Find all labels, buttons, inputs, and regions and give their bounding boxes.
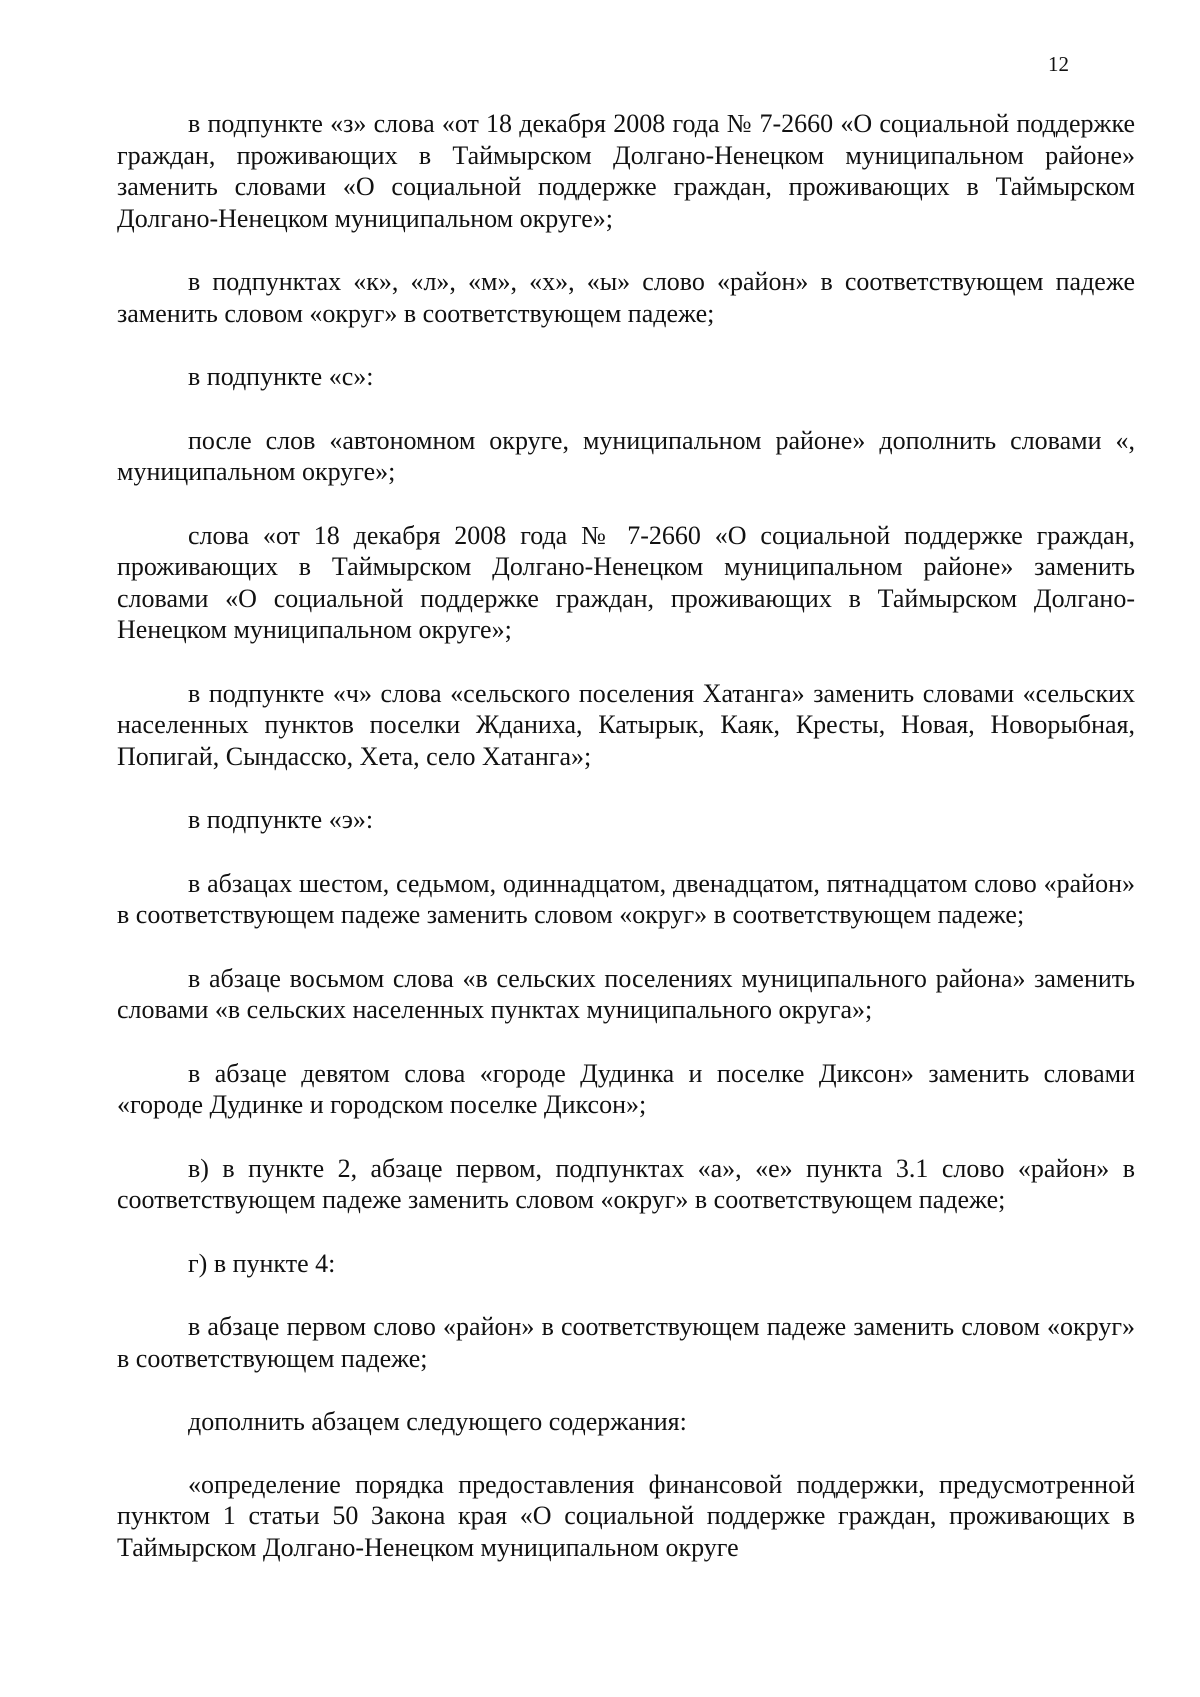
paragraph-subpoint-ch: в подпункте «ч» слова «сельского поселения Хатанга» заменить словами «сельских населенных пунктов поселки Жданиха, Катырык, Каяк, Кресты, Новая, Новорыбная, Попигай, Сындасско, Хета, село Хатанга»; — [117, 678, 1135, 771]
document-body — [117, 108, 1135, 1563]
paragraph-subpoint-z: в подпункте «з» слова «от 18 декабря 2008 года № 7-2660 «О социальной поддержке граждан, проживающих в Таймырском Долгано-Ненецком муниципальном районе» заменить словами «О социальной поддержке граждан, проживающих в Таймырском Долгано-Ненецком муниципальном округе»; — [117, 109, 1135, 233]
paragraph-item-g-supplement: дополнить абзацем следующего содержания: — [188, 1407, 687, 1436]
paragraph-subpoint-s-heading: в подпункте «с»: — [188, 362, 374, 391]
paragraph-subpoint-s-words: слова «от 18 декабря 2008 года № 7-2660 «О социальной поддержке граждан, проживающих в Таймырском Долгано-Ненецком муниципальном районе» заменить словами «О социальной поддержке граждан, проживающих в Таймырском Долгано-Ненецком муниципальном округе»; — [117, 520, 1135, 644]
paragraph-subpoint-e-abzats-8: в абзаце восьмом слова «в сельских поселениях муниципального района» заменить словами «в сельских населенных пунктах муниципального округа»; — [117, 963, 1135, 1024]
paragraph-subpoint-e-abzats-6-7-11-12-15: в абзацах шестом, седьмом, одиннадцатом, двенадцатом, пятнадцатом слово «район» в соответствующем падеже заменить словом «округ» в соответствующем падеже; — [117, 868, 1135, 929]
paragraph-subpoint-e-heading: в подпункте «э»: — [188, 805, 374, 834]
paragraph-subpoint-e-abzats-9: в абзаце девятом слова «городе Дудинка и поселке Диксон» заменить словами «городе Дудинке и городском поселке Диксон»; — [117, 1058, 1135, 1119]
paragraph-item-v: в) в пункте 2, абзаце первом, подпунктах «а», «е» пункта 3.1 слово «район» в соответствующем падеже заменить словом «округ» в соответствующем падеже; — [117, 1153, 1135, 1214]
paragraph-item-g-abzats-1: в абзаце первом слово «район» в соответствующем падеже заменить словом «округ» в соответствующем падеже; — [117, 1312, 1135, 1373]
paragraph-item-g-heading: г) в пункте 4: — [188, 1248, 336, 1278]
paragraph-new-abzats-text: «определение порядка предоставления финансовой поддержки, предусмотренной пунктом 1 статьи 50 Закона края «О социальной поддержке граждан, проживающих в Таймырском Долгано-Ненецком муниципальном округе — [117, 1469, 1135, 1562]
paragraph-subpoint-s-after-words: после слов «автономном округе, муниципальном районе» дополнить словами «, муниципальном округе»; — [117, 425, 1135, 486]
paragraph-subpoints-k-l-m-kh-y: в подпунктах «к», «л», «м», «х», «ы» слово «район» в соответствующем падеже заменить словом «округ» в соответствующем падеже; — [117, 267, 1135, 328]
page-number: 12 — [1048, 52, 1069, 76]
